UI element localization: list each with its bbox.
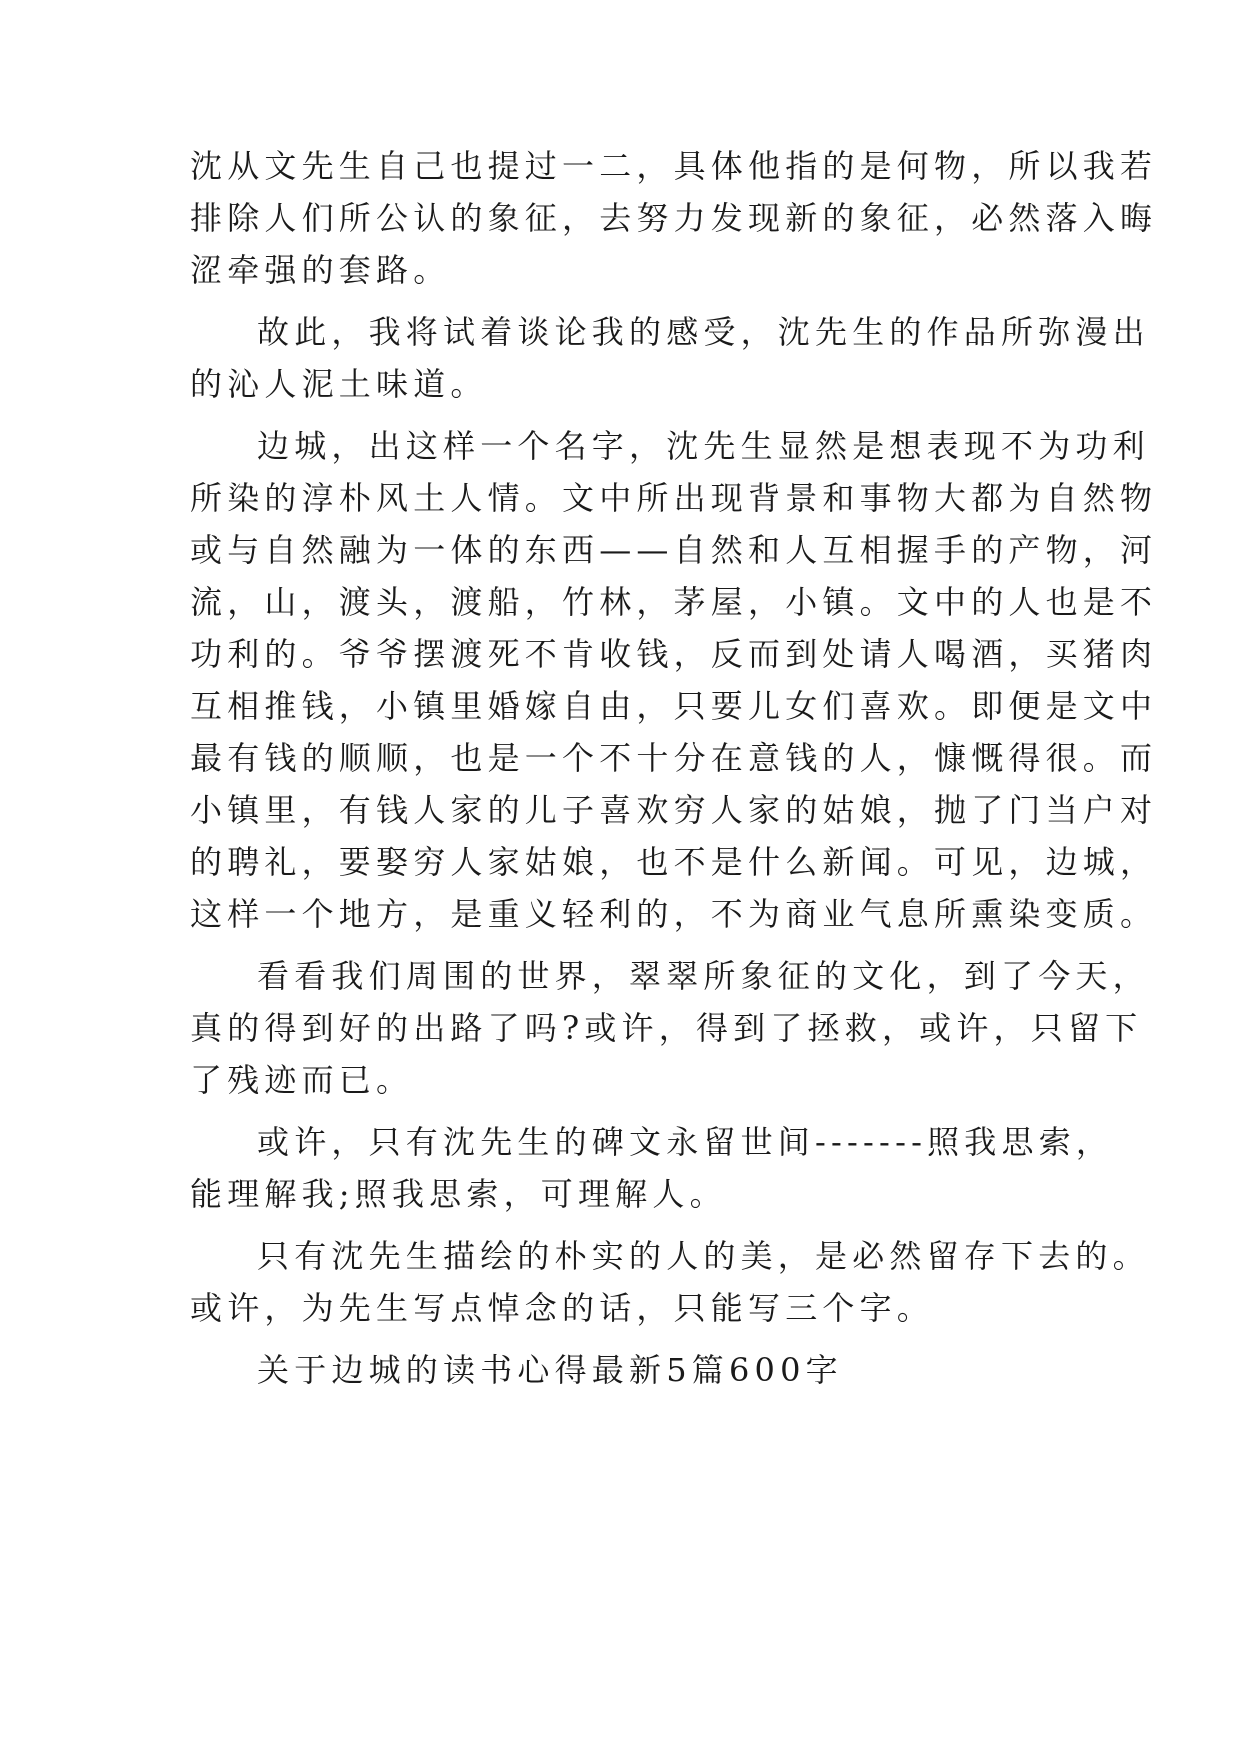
text-line: 最有钱的顺顺，也是一个不十分在意钱的人，慷慨得很。而 <box>190 739 1158 777</box>
text-line: 或许，为先生写点悼念的话，只能写三个字。 <box>190 1289 935 1327</box>
text-line: 所染的淳朴风土人情。文中所出现背景和事物大都为自然物 <box>190 479 1158 517</box>
text-line: 沈从文先生自己也提过一二，具体他指的是何物，所以我若 <box>190 147 1158 185</box>
text-line: 功利的。爷爷摆渡死不肯收钱，反而到处请人喝酒，买猪肉 <box>190 635 1158 673</box>
text-line: 了残迹而已。 <box>190 1061 414 1099</box>
text-line: 真的得到好的出路了吗?或许，得到了拯救，或许，只留下 <box>190 1009 1143 1047</box>
text-line: 互相推钱，小镇里婚嫁自由，只要儿女们喜欢。即便是文中 <box>190 687 1158 725</box>
text-line: 能理解我;照我思索，可理解人。 <box>190 1175 727 1213</box>
text-line: 小镇里，有钱人家的儿子喜欢穷人家的姑娘，抛了门当户对 <box>190 791 1158 829</box>
text-line: 排除人们所公认的象征，去努力发现新的象征，必然落入晦 <box>190 199 1158 237</box>
paragraph-start: 故此，我将试着谈论我的感受，沈先生的作品所弥漫出 <box>257 313 1150 351</box>
paragraph-start: 只有沈先生描绘的朴实的人的美，是必然留存下去的。 <box>257 1237 1150 1275</box>
text-line: 的沁人泥土味道。 <box>190 365 488 403</box>
paragraph-start: 或许，只有沈先生的碑文永留世间-------照我思索， <box>257 1123 1114 1161</box>
section-heading: 关于边城的读书心得最新5篇600字 <box>257 1351 843 1389</box>
text-line: 涩牵强的套路。 <box>190 251 451 289</box>
text-line: 流，山，渡头，渡船，竹林，茅屋，小镇。文中的人也是不 <box>190 583 1158 621</box>
text-line: 或与自然融为一体的东西——自然和人互相握手的产物，河 <box>190 531 1158 569</box>
paragraph-start: 看看我们周围的世界，翠翠所象征的文化，到了今天， <box>257 957 1150 995</box>
text-line: 的聘礼，要娶穷人家姑娘，也不是什么新闻。可见，边城， <box>190 843 1158 881</box>
text-line: 这样一个地方，是重义轻利的，不为商业气息所熏染变质。 <box>190 895 1158 933</box>
paragraph-start: 边城，出这样一个名字，沈先生显然是想表现不为功利 <box>257 427 1150 465</box>
